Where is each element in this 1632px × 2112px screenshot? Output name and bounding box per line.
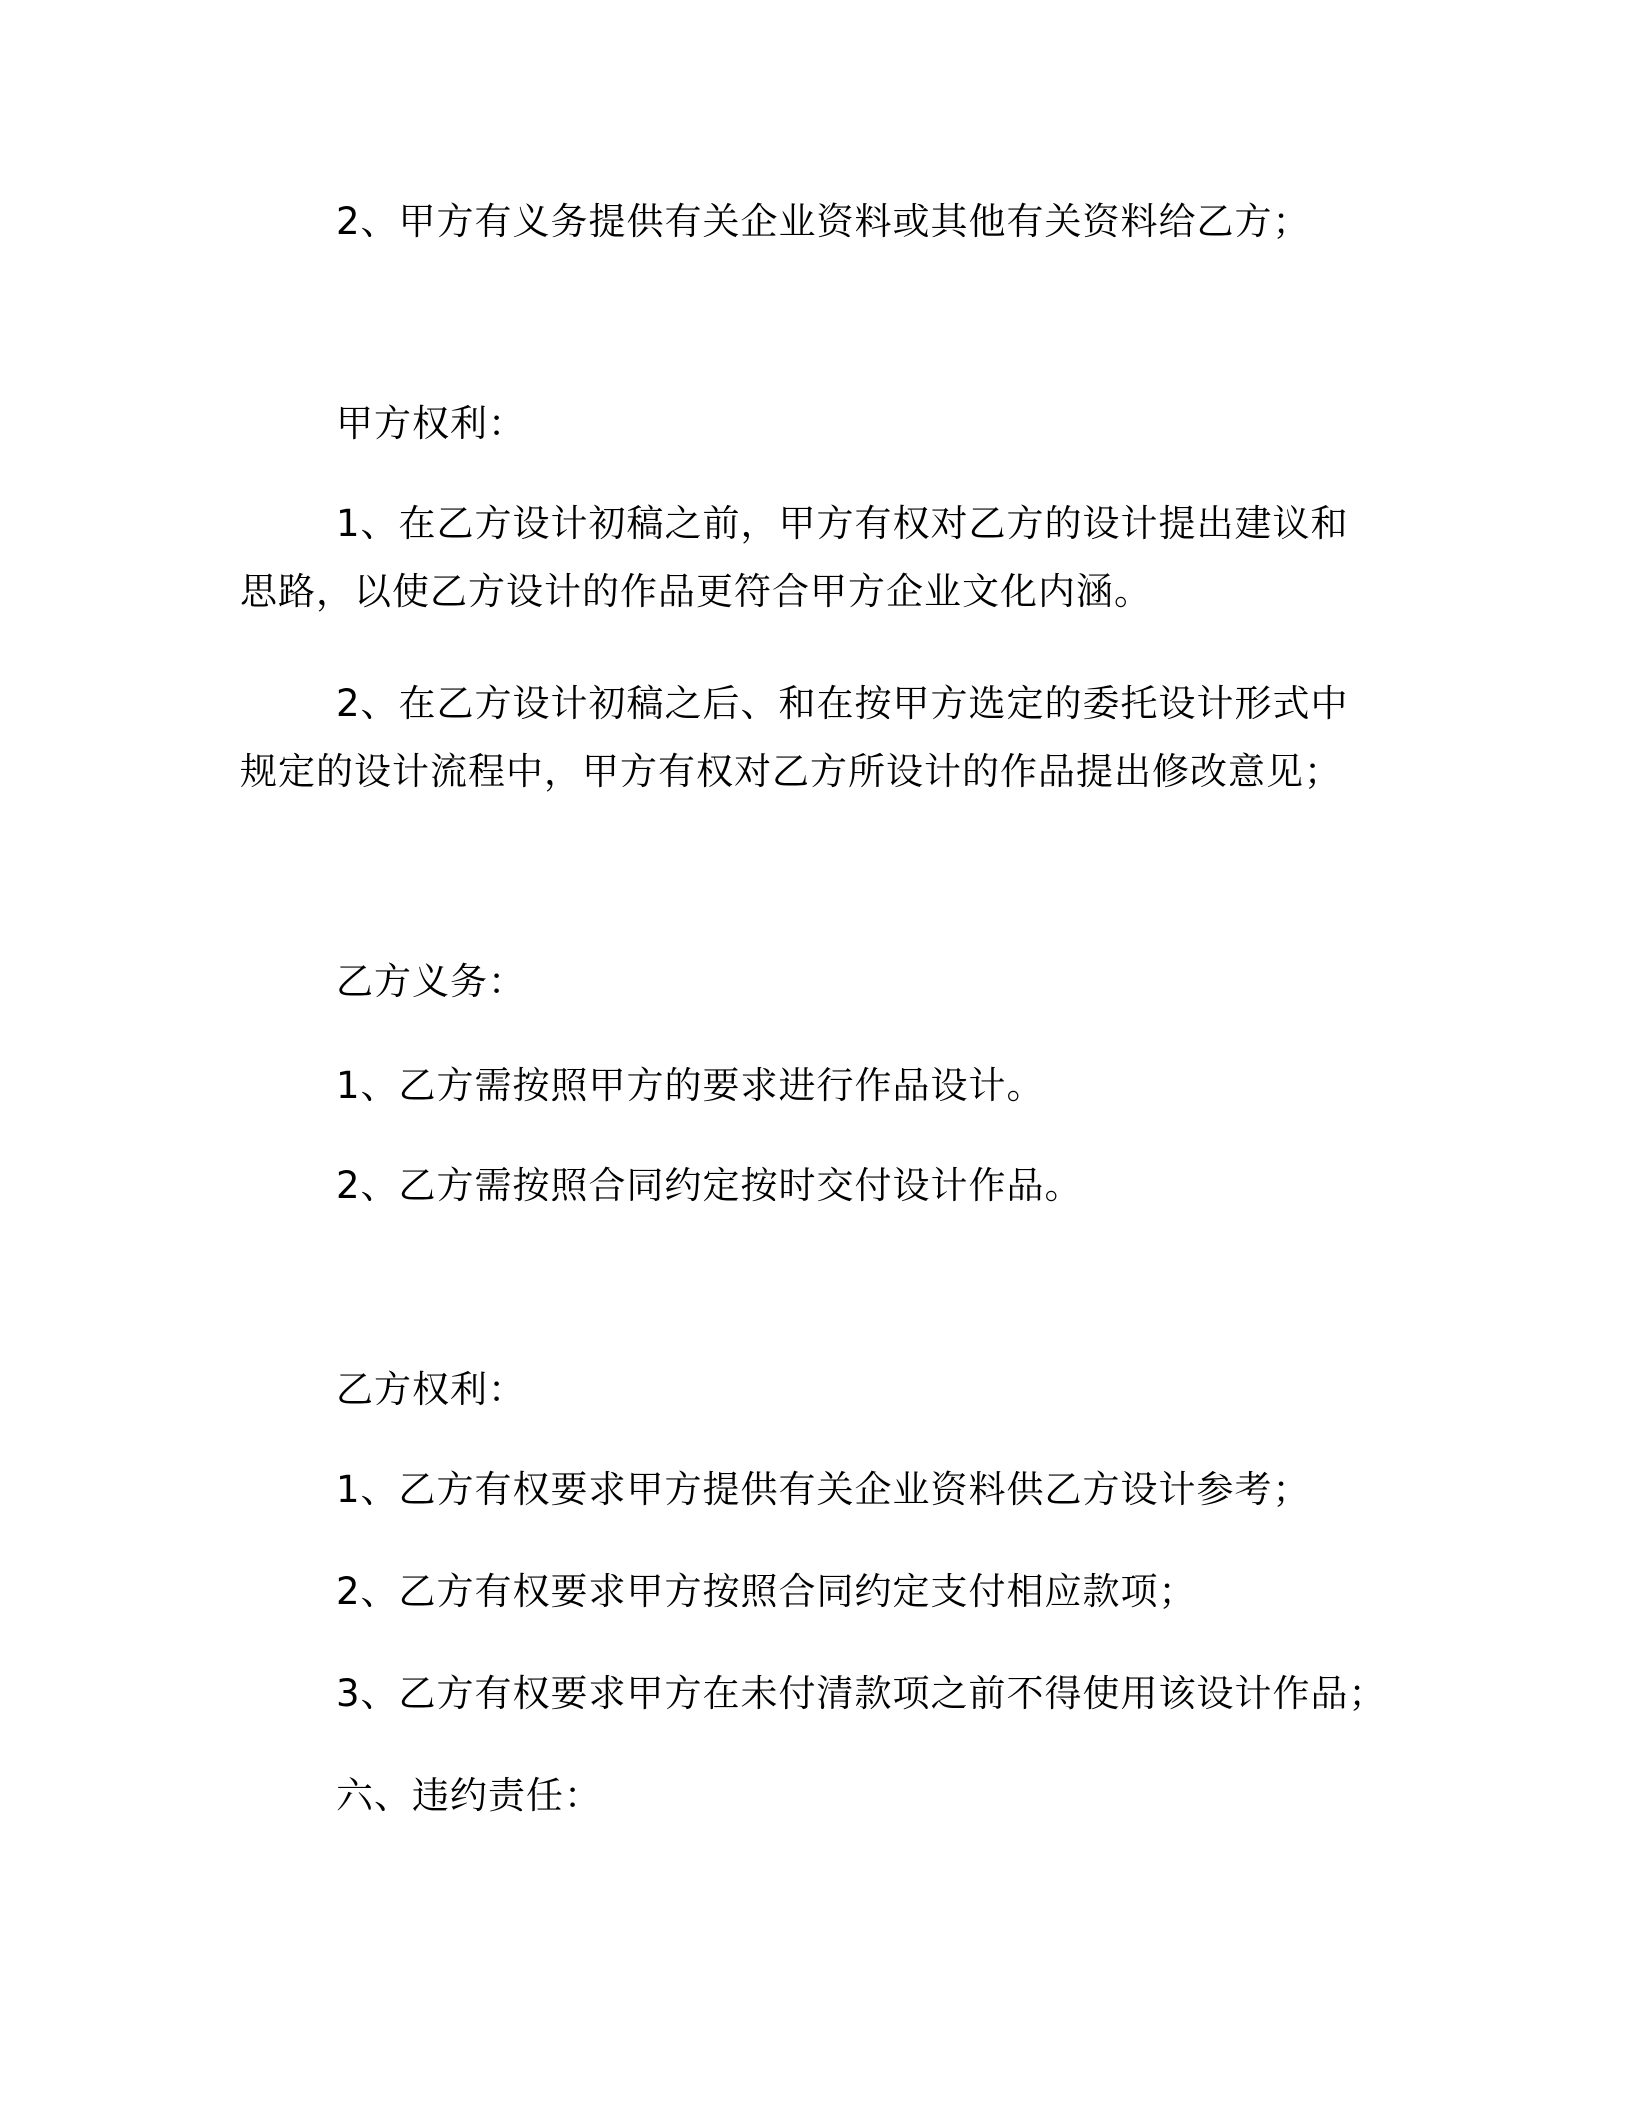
- paragraph-party-b-obligation-2: 2、乙方需按照合同约定按时交付设计作品。: [336, 1164, 1083, 1207]
- heading-breach-liability: 六、违约责任：: [336, 1774, 602, 1817]
- heading-party-b-rights: 乙方权利：: [336, 1368, 526, 1411]
- paragraph-party-a-rights-2: 2、在乙方设计初稿之后、和在按甲方选定的委托设计形式中规定的设计流程中，甲方有权对乙方所设计的作品提出修改意见；: [240, 682, 1349, 793]
- paragraph-party-a-obligation-2: 2、甲方有义务提供有关企业资料或其他有关资料给乙方；: [336, 200, 1311, 243]
- heading-party-b-obligations: 乙方义务：: [336, 960, 526, 1003]
- paragraph-party-b-rights-3: 3、乙方有权要求甲方在未付清款项之前不得使用该设计作品；: [336, 1672, 1387, 1715]
- paragraph-party-b-rights-2: 2、乙方有权要求甲方按照合同约定支付相应款项；: [336, 1570, 1197, 1613]
- paragraph-party-b-rights-1: 1、乙方有权要求甲方提供有关企业资料供乙方设计参考；: [336, 1468, 1311, 1511]
- paragraph-party-b-obligation-1: 1、乙方需按照甲方的要求进行作品设计。: [336, 1064, 1045, 1107]
- paragraph-party-a-rights-1: 1、在乙方设计初稿之前，甲方有权对乙方的设计提出建议和思路，以使乙方设计的作品更符合甲方企业文化内涵。: [240, 502, 1349, 613]
- heading-party-a-rights: 甲方权利：: [336, 402, 526, 445]
